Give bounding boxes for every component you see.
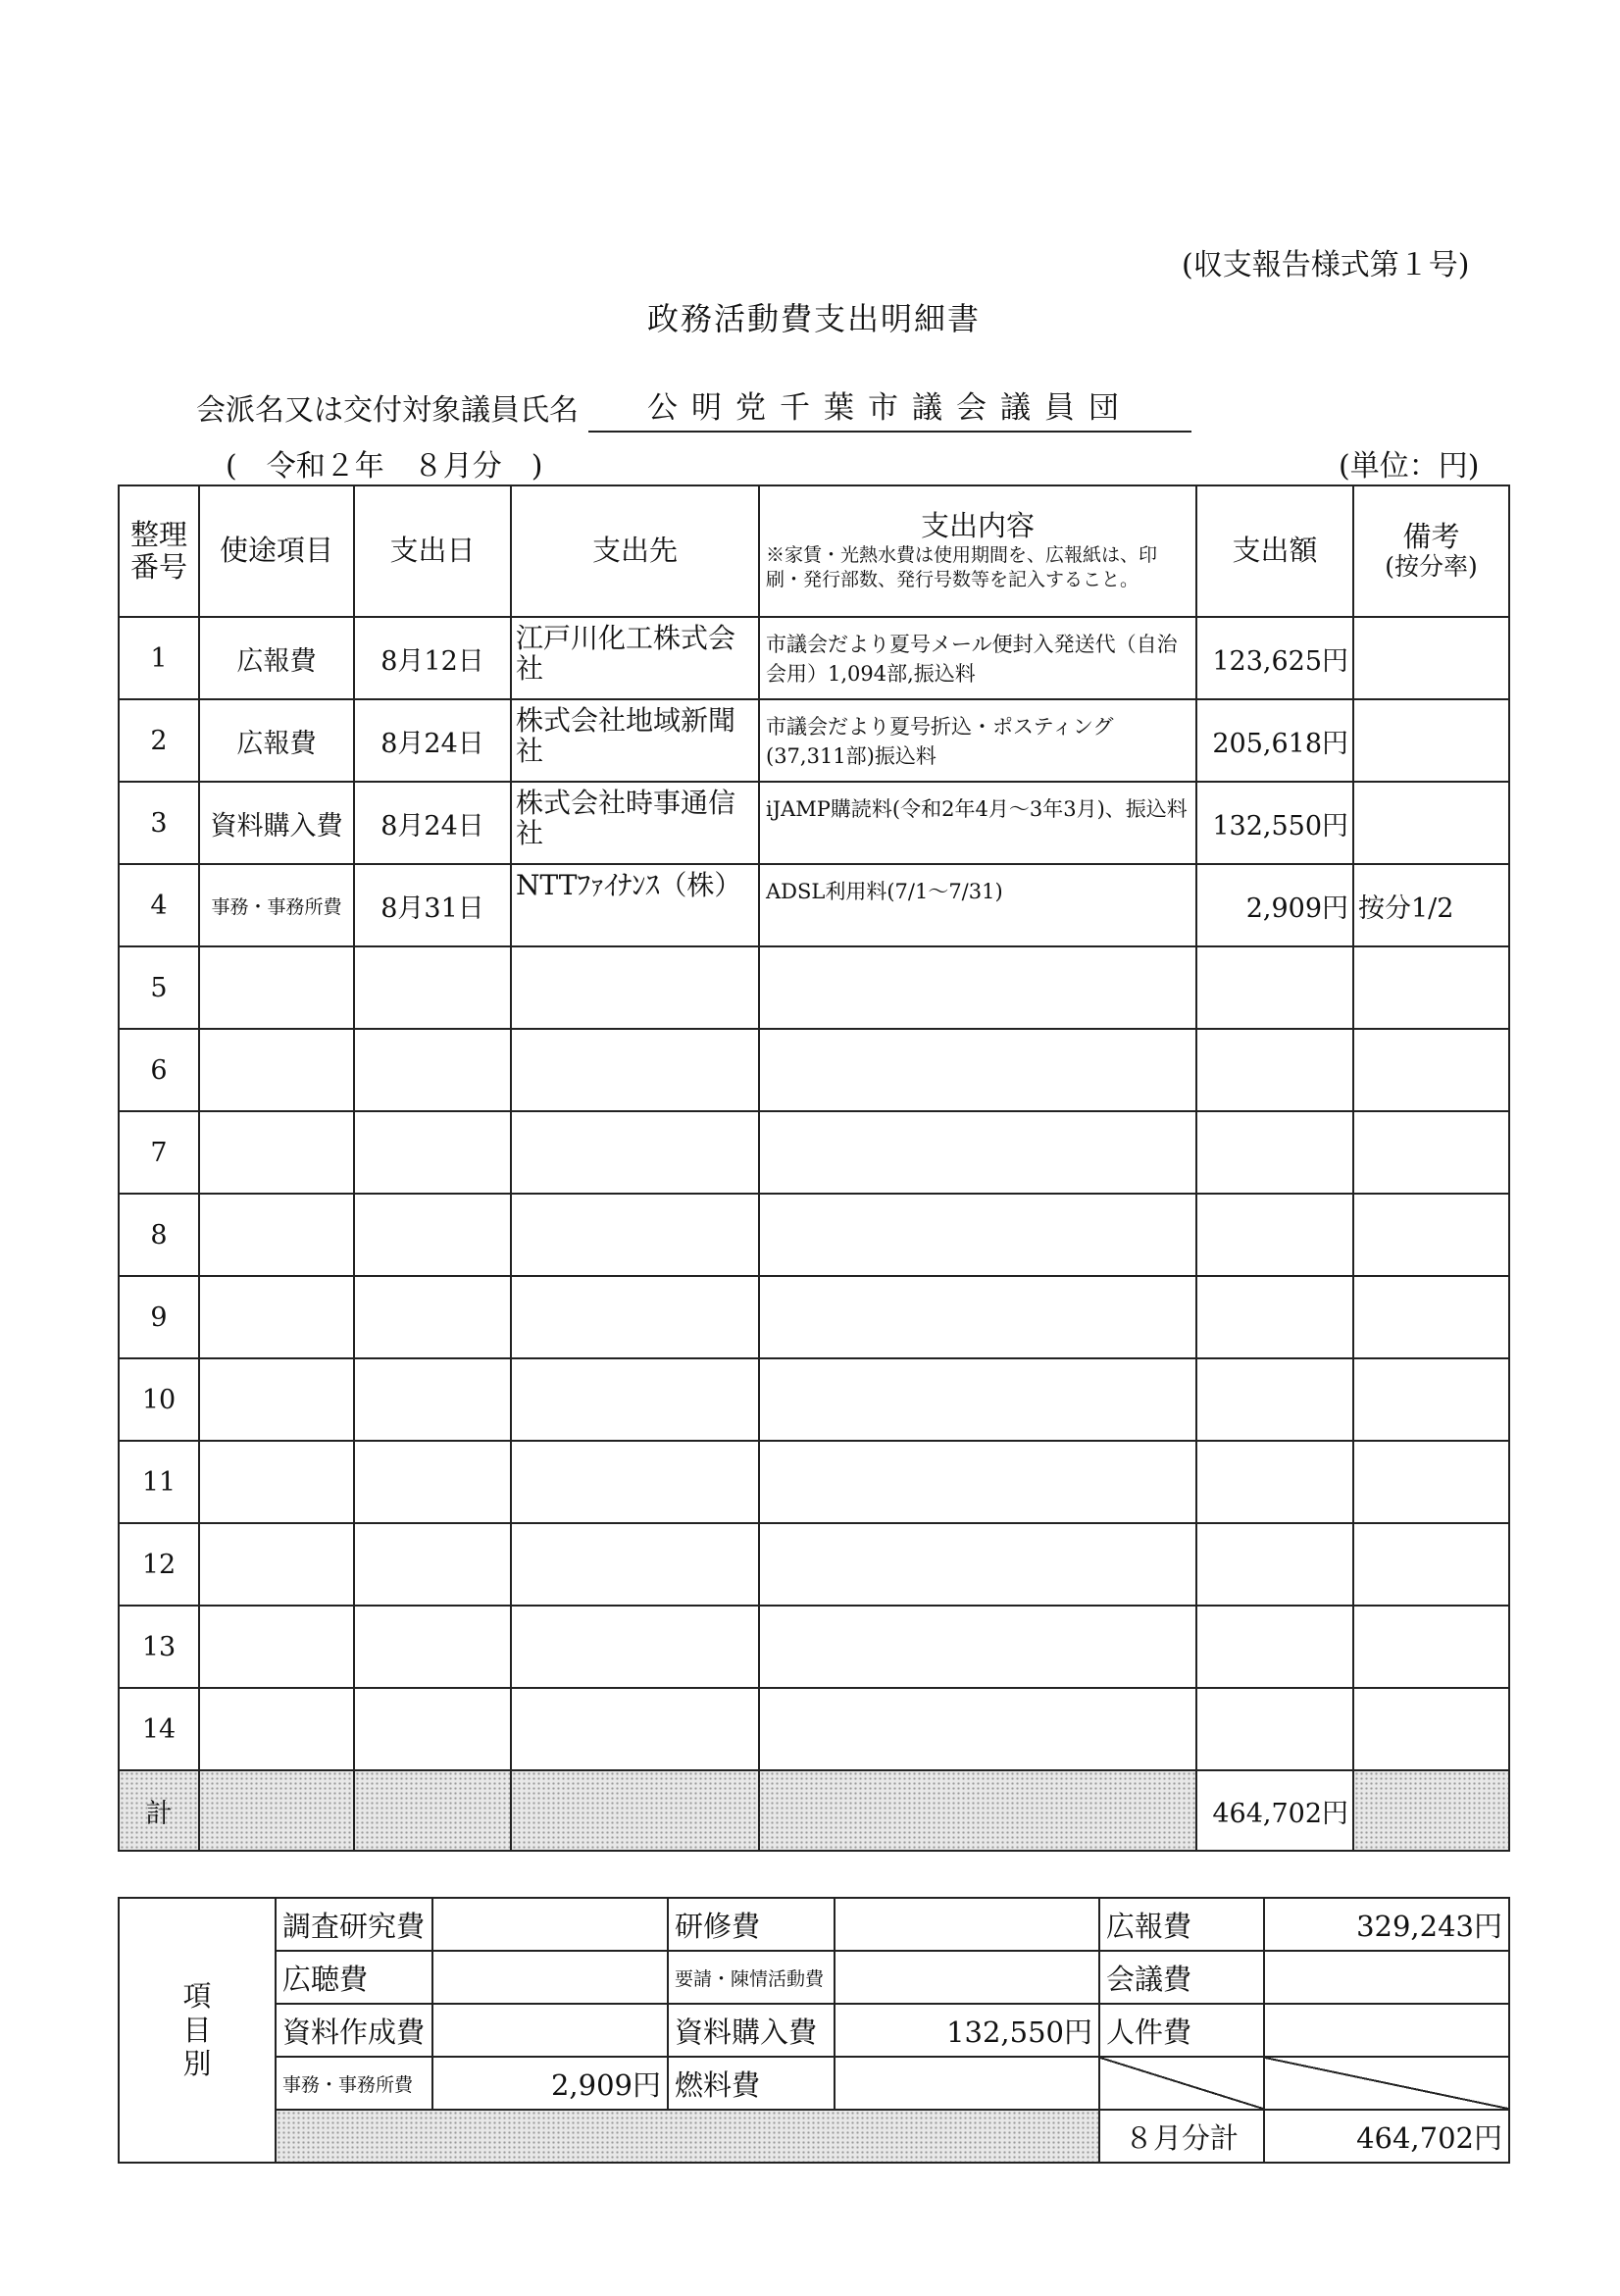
- row-content: [759, 946, 1196, 1029]
- row-remarks: [1353, 782, 1509, 864]
- row-item: 資料購入費: [199, 782, 354, 864]
- row-content: 市議会だより夏号折込・ポスティング(37,311部)振込料: [759, 699, 1196, 782]
- row-date: 8月24日: [354, 782, 511, 864]
- row-content: 市議会だより夏号メール便封入発送代（自治会用）1,094部,振込料: [759, 617, 1196, 699]
- row-payee: [511, 1029, 759, 1111]
- row-amount: 132,550円: [1196, 782, 1353, 864]
- row-item: [199, 1194, 354, 1276]
- row-item: 広報費: [199, 617, 354, 699]
- row-date: [354, 1029, 511, 1111]
- row-remarks: [1353, 699, 1509, 782]
- pr-label: 広報費: [1099, 1898, 1264, 1951]
- row-content: ADSL利用料(7/1～7/31): [759, 864, 1196, 946]
- row-amount: [1196, 1029, 1353, 1111]
- blank-slash-cell: [1099, 2057, 1264, 2110]
- form-number: (収支報告様式第１号): [1182, 248, 1470, 282]
- table-row: [119, 864, 1509, 946]
- row-item: [199, 1606, 354, 1688]
- table-row: [119, 1523, 1509, 1606]
- row-date: [354, 1111, 511, 1194]
- row-number: 10: [119, 1358, 199, 1441]
- row-date: [354, 1523, 511, 1606]
- research-value: [432, 1898, 668, 1951]
- docmaking-label: 資料作成費: [276, 2004, 432, 2057]
- table-row: [119, 946, 1509, 1029]
- total-amount: 464,702円: [1196, 1770, 1353, 1851]
- row-payee: [511, 1688, 759, 1770]
- header-item: 使途項目: [199, 485, 354, 617]
- table-row: [119, 1276, 1509, 1358]
- row-content: [759, 1441, 1196, 1523]
- header-content-note: ※家賃・光熱水費は使用期間を、広報紙は、印刷・発行部数、発行号数等を記入すること。: [766, 543, 1158, 591]
- row-date: [354, 946, 511, 1029]
- total-row: [119, 1770, 1509, 1851]
- table-row: [119, 1111, 1509, 1194]
- research-label: 調査研究費: [276, 1898, 432, 1951]
- month-total-label: ８月分計: [1099, 2110, 1264, 2163]
- row-remarks: [1353, 1358, 1509, 1441]
- table-row: [119, 1029, 1509, 1111]
- office-value: 2,909円: [432, 2057, 668, 2110]
- row-number: 12: [119, 1523, 199, 1606]
- party-name: 公明党千葉市議会議員団: [588, 383, 1191, 433]
- blank-slash-cell: [1264, 2057, 1509, 2110]
- row-amount: [1196, 1111, 1353, 1194]
- table-row: [119, 1606, 1509, 1688]
- row-payee: [511, 1441, 759, 1523]
- table-row: [119, 1358, 1509, 1441]
- row-item: 事務・事務所費: [199, 864, 354, 946]
- row-amount: [1196, 1688, 1353, 1770]
- row-date: [354, 1358, 511, 1441]
- row-content: [759, 1523, 1196, 1606]
- row-amount: 123,625円: [1196, 617, 1353, 699]
- header-payee: 支出先: [511, 485, 759, 617]
- row-item: [199, 1276, 354, 1358]
- row-amount: 2,909円: [1196, 864, 1353, 946]
- row-payee: 江戸川化工株式会社: [511, 617, 759, 699]
- row-content: [759, 1276, 1196, 1358]
- row-date: 8月24日: [354, 699, 511, 782]
- reporting-period: ( 令和２年 ８月分 ): [226, 449, 543, 484]
- table-row: [119, 1441, 1509, 1523]
- row-payee: 株式会社地域新聞社: [511, 699, 759, 782]
- row-amount: [1196, 1523, 1353, 1606]
- meeting-label: 会議費: [1099, 1951, 1264, 2004]
- row-payee: [511, 1194, 759, 1276]
- row-date: 8月31日: [354, 864, 511, 946]
- row-remarks: [1353, 1523, 1509, 1606]
- row-payee: NTTﾌｧｲﾅﾝｽ（株）: [511, 864, 759, 946]
- row-date: [354, 1194, 511, 1276]
- row-number: 9: [119, 1276, 199, 1358]
- row-amount: 205,618円: [1196, 699, 1353, 782]
- row-amount: [1196, 946, 1353, 1029]
- docpurchase-value: 132,550円: [835, 2004, 1099, 2057]
- unit-label: (単位：円): [1339, 449, 1480, 484]
- header-no: 整理 番号: [119, 485, 199, 617]
- petition-value: [835, 1951, 1099, 2004]
- row-number: 7: [119, 1111, 199, 1194]
- row-number: 13: [119, 1606, 199, 1688]
- row-date: 8月12日: [354, 617, 511, 699]
- row-payee: 株式会社時事通信社: [511, 782, 759, 864]
- table-row: [119, 782, 1509, 864]
- row-remarks: [1353, 1194, 1509, 1276]
- party-label: 会派名又は交付対象議員氏名: [196, 393, 579, 428]
- header-date: 支出日: [354, 485, 511, 617]
- row-amount: [1196, 1358, 1353, 1441]
- table-row: [119, 617, 1509, 699]
- row-number: 11: [119, 1441, 199, 1523]
- row-date: [354, 1276, 511, 1358]
- row-remarks: [1353, 617, 1509, 699]
- office-label: 事務・事務所費: [276, 2057, 432, 2110]
- row-payee: [511, 946, 759, 1029]
- row-item: [199, 1029, 354, 1111]
- row-date: [354, 1606, 511, 1688]
- row-number: 6: [119, 1029, 199, 1111]
- category-summary-table: [118, 1897, 1510, 2164]
- row-item: [199, 946, 354, 1029]
- fuel-label: 燃料費: [668, 2057, 835, 2110]
- row-item: [199, 1111, 354, 1194]
- row-number: 8: [119, 1194, 199, 1276]
- row-content: [759, 1111, 1196, 1194]
- row-content: [759, 1606, 1196, 1688]
- row-item: [199, 1688, 354, 1770]
- row-remarks: [1353, 1606, 1509, 1688]
- row-content: [759, 1194, 1196, 1276]
- table-row: [119, 699, 1509, 782]
- table-row: [119, 1194, 1509, 1276]
- table-row: [119, 1688, 1509, 1770]
- page-title: 政務活動費支出明細書: [646, 300, 981, 337]
- row-date: [354, 1688, 511, 1770]
- header-remarks: 備考 (按分率): [1353, 485, 1509, 617]
- pr-value: 329,243円: [1264, 1898, 1509, 1951]
- row-number: 5: [119, 946, 199, 1029]
- row-number: 2: [119, 699, 199, 782]
- row-content: [759, 1358, 1196, 1441]
- row-content: [759, 1688, 1196, 1770]
- row-remarks: [1353, 946, 1509, 1029]
- training-label: 研修費: [668, 1898, 835, 1951]
- row-remarks: 按分1/2: [1353, 864, 1509, 946]
- row-remarks: [1353, 1029, 1509, 1111]
- meeting-value: [1264, 1951, 1509, 2004]
- row-item: [199, 1358, 354, 1441]
- row-item: [199, 1441, 354, 1523]
- training-value: [835, 1898, 1099, 1951]
- row-payee: [511, 1111, 759, 1194]
- row-remarks: [1353, 1276, 1509, 1358]
- personnel-value: [1264, 2004, 1509, 2057]
- row-number: 1: [119, 617, 199, 699]
- header-amount: 支出額: [1196, 485, 1353, 617]
- hearing-value: [432, 1951, 668, 2004]
- petition-label: 要請・陳情活動費: [668, 1951, 835, 2004]
- fuel-value: [835, 2057, 1099, 2110]
- month-total-value: 464,702円: [1264, 2110, 1509, 2163]
- row-remarks: [1353, 1441, 1509, 1523]
- row-payee: [511, 1523, 759, 1606]
- row-amount: [1196, 1441, 1353, 1523]
- row-amount: [1196, 1606, 1353, 1688]
- row-number: 3: [119, 782, 199, 864]
- row-amount: [1196, 1276, 1353, 1358]
- row-date: [354, 1441, 511, 1523]
- row-remarks: [1353, 1111, 1509, 1194]
- row-content: [759, 1029, 1196, 1111]
- total-label: 計: [119, 1770, 199, 1851]
- row-payee: [511, 1276, 759, 1358]
- hearing-label: 広聴費: [276, 1951, 432, 2004]
- row-remarks: [1353, 1688, 1509, 1770]
- row-payee: [511, 1358, 759, 1441]
- docpurchase-label: 資料購入費: [668, 2004, 835, 2057]
- personnel-label: 人件費: [1099, 2004, 1264, 2057]
- section-label: 項 目 別: [119, 1898, 276, 2163]
- shaded-cell: [276, 2110, 1099, 2163]
- row-number: 4: [119, 864, 199, 946]
- row-amount: [1196, 1194, 1353, 1276]
- expense-table: [118, 485, 1510, 1852]
- row-item: [199, 1523, 354, 1606]
- row-content: iJAMP購読料(令和2年4月～3年3月)、振込料: [759, 782, 1196, 864]
- row-item: 広報費: [199, 699, 354, 782]
- row-payee: [511, 1606, 759, 1688]
- docmaking-value: [432, 2004, 668, 2057]
- row-number: 14: [119, 1688, 199, 1770]
- header-content: 支出内容 ※家賃・光熱水費は使用期間を、広報紙は、印刷・発行部数、発行号数等を記入すること。: [759, 485, 1196, 617]
